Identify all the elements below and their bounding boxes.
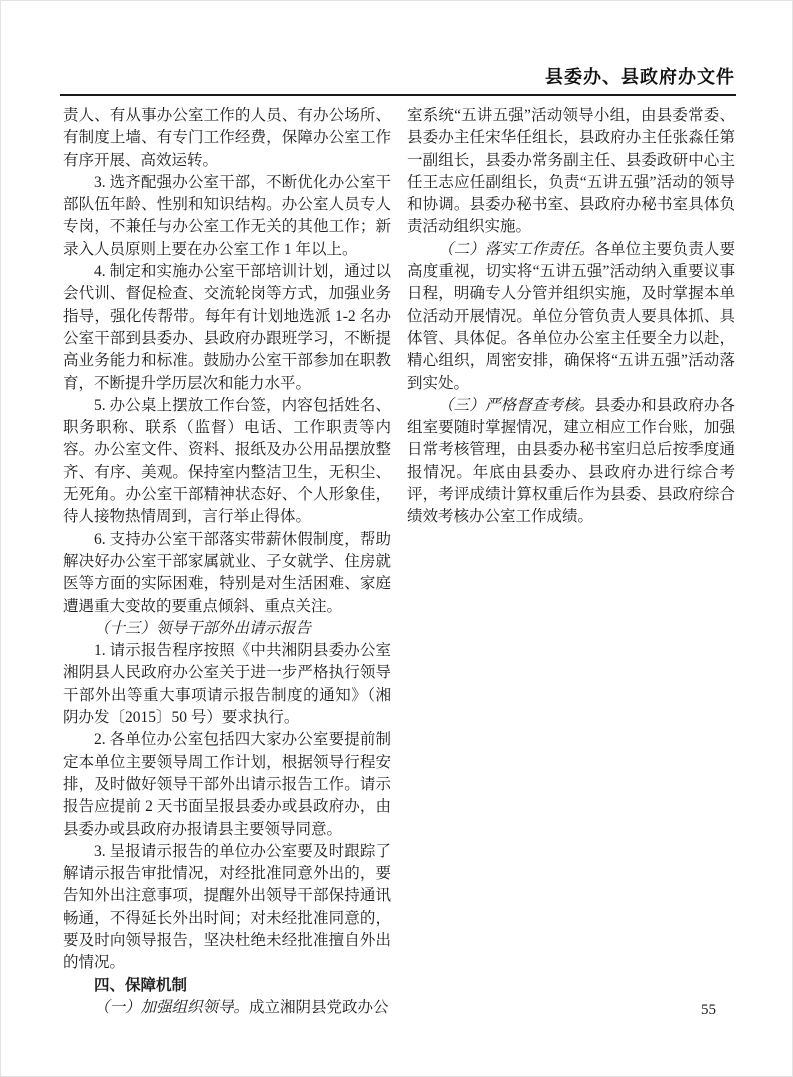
paragraph: 责人、有从事办公室工作的人员、有办公场所、有制度上墙、有专门工作经费，保障办公室工作有序开展、高效运转。 — [63, 107, 391, 169]
paragraph: 3. 选齐配强办公室干部，不断优化办公室干部队伍年龄、性别和知识结构。办公室人员专人专岗，不兼任与办公室工作无关的其他工作；新录入人员原则上要在办公室工作 1 年以上。 — [63, 173, 391, 258]
paragraph-lead: （一）加强组织领导。 — [94, 998, 250, 1016]
paragraph-lead: （二）落实工作责任。 — [438, 240, 595, 258]
right-column — [407, 105, 735, 1019]
document-body — [63, 105, 735, 1019]
page-number: 55 — [701, 1002, 716, 1018]
paragraph: （一）加强组织领导。成立湘阴县党政办公 — [94, 998, 389, 1016]
header-rule — [60, 94, 736, 96]
paragraph: 3. 呈报请示报告的单位办公室要及时跟踪了解请示报告审批情况，对经批准同意外出的，要告知外出注意事项，提醒外出领导干部保持通讯畅通，不得延长外出时间；对未经批准同意的，要及时向领导报告，坚决杜绝未经批准擅自外出的情况。 — [63, 842, 391, 972]
paragraph-lead: （三）严格督查考核。 — [438, 396, 595, 414]
left-column — [63, 105, 391, 1019]
paragraph: 1. 请示报告程序按照《中共湘阴县委办公室湘阴县人民政府办公室关于进一步严格执行领导干部外出等重大事项请示报告制度的通知》（湘阴办发〔2015〕50 号）要求执行。 — [63, 642, 391, 727]
header-title: 县委办、县政府办文件 — [545, 67, 735, 87]
paragraph: 4. 制定和实施办公室干部培训计划，通过以会代训、督促检查、交流轮岗等方式，加强业务指导，强化传帮带。每年有计划地选派 1-2 名办公室干部到县委办、县政府办跟班学习，不断提高业务能力和标准。鼓励办公室干部参加在职教育，不断提升学历层次和能力水平。 — [63, 263, 391, 392]
section-heading: 四、保障机制 — [94, 976, 188, 994]
paragraph: 5. 办公桌上摆放工作台签，内容包括姓名、职务职称、联系（监督）电话、工作职责等内容。办公室文件、资料、报纸及办公用品摆放整齐、有序、美观。保持室内整洁卫生，无积尘、无死角。办公室干部精神状态好、个人形象佳，待人接物热情周到，言行举止得体。 — [63, 396, 391, 526]
paragraph: （二）落实工作责任。各单位主要负责人要高度重视，切实将“五讲五强”活动纳入重要议事日程，明确专人分管并组织实施，及时掌握本单位活动开展情况。单位分管负责人要具体抓、具体管、具体促。各单位办公室主任要全力以赴，精心组织，周密安排，确保将“五讲五强”活动落到实处。 — [407, 240, 735, 392]
paragraph: （三）严格督查考核。县委办和县政府办各组室要随时掌握情况，建立相应工作台账，加强日常考核管理，由县委办秘书室归总后按季度通报情况。年底由县委办、县政府办进行综合考评，考评成绩计算权重后作为县委、县政府综合绩效考核办公室工作成绩。 — [407, 396, 735, 526]
paragraph: 2. 各单位办公室包括四大家办公室要提前制定本单位主要领导周工作计划，根据领导行程安排，及时做好领导干部外出请示报告工作。请示报告应提前 2 天书面呈报县委办或县政府办，由县委办或县政府办报请县主要领导同意。 — [63, 731, 391, 838]
subsection-heading: （十三）领导干部外出请示报告 — [94, 619, 312, 637]
paragraph: 6. 支持办公室干部落实带薪休假制度，帮助解决好办公室干部家属就业、子女就学、住房就医等方面的实际困难，特别是对生活困难、家庭遭遇重大变故的要重点倾斜、重点关注。 — [63, 530, 391, 615]
paragraph: 室系统“五讲五强”活动领导小组，由县委常委、县委办主任宋华任组长，县政府办主任张淼任第一副组长，县委办常务副主任、县委政研中心主任王志应任副组长，负责“五讲五强”活动的领导和协调。县委办秘书室、县政府办秘书室具体负责活动组织实施。 — [407, 107, 735, 236]
